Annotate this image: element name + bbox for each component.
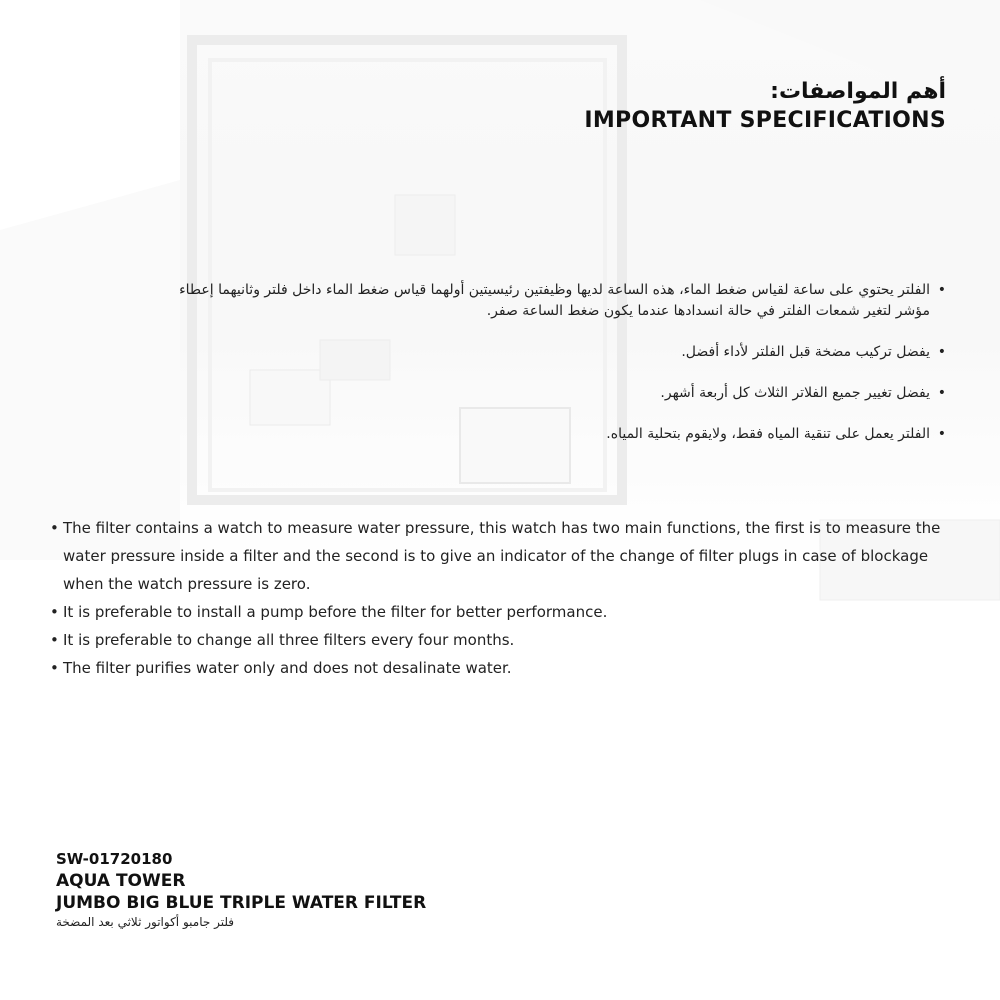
english-spec-item: • It is preferable to install a pump before the filter for better performance. [50, 598, 950, 626]
arabic-spec-item: • الفلتر يعمل على تنقية المياه فقط، ولايقوم بتحلية المياه. [146, 424, 946, 445]
product-title: JUMBO BIG BLUE TRIPLE WATER FILTER [56, 893, 427, 913]
arabic-spec-item: • الفلتر يحتوي على ساعة لقياس ضغط الماء، هذه الساعة لديها وظيفتين رئيسيتين أولهما قياس ضغط الماء داخل فلتر وثانيهما إعطاء مؤشر لتغير شمعات الفلتر في حالة انسدادها عندما يكون ضغط الساعة صفر. [146, 280, 946, 322]
specifications-heading [584, 78, 946, 136]
arabic-spec-item: • يفضل تركيب مضخة قبل الفلتر لأداء أفضل. [146, 342, 946, 363]
heading-arabic: أهم المواصفات: [770, 79, 946, 104]
english-spec-item: • The filter contains a watch to measure water pressure, this watch has two main functions, the first is to measure the water pressure inside a filter and the second is to give an indicator of the change of filter plugs in case of blockage when the watch pressure is zero. [50, 514, 950, 598]
arabic-spec-item: • يفضل تغيير جميع الفلاتر الثلاث كل أربعة أشهر. [146, 383, 946, 404]
product-subtitle-arabic: فلتر جامبو أكواتور ثلاثي بعد المضخة [56, 915, 235, 929]
english-spec-item: • The filter purifies water only and does not desalinate water. [50, 654, 950, 682]
product-info [56, 848, 426, 930]
english-spec-list [50, 514, 950, 682]
product-brand: AQUA TOWER [56, 871, 186, 891]
english-spec-item: • It is preferable to change all three filters every four months. [50, 626, 950, 654]
heading-english: IMPORTANT SPECIFICATIONS [584, 108, 946, 133]
product-sku: SW-01720180 [56, 850, 173, 868]
arabic-spec-list [146, 280, 946, 465]
